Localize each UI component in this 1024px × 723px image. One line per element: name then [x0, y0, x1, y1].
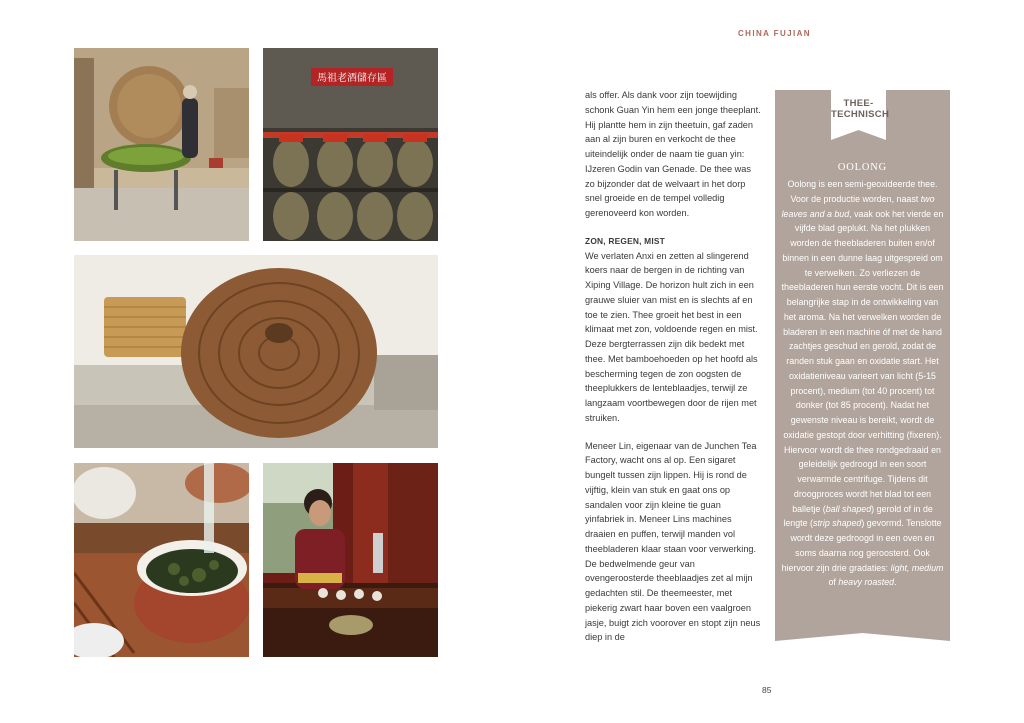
article-body: [585, 88, 761, 645]
article-subheading: ZON, REGEN, MIST: [585, 235, 665, 246]
photo-pouring-tea: [74, 463, 249, 657]
article-paragraph: als offer. Als dank voor zijn toewijding schonk Guan Yin hem een jonge theeplant. Hij plantte hem in zijn theetuin, gaf zaden aan al zijn buren en verkocht de thee uiteindelijk onder de naam tie guan yin: IJzeren Godin van Genade. De thee was zo bijzonder dat de welvaart in het dorp snel groeide en de tempel volledig gerenoveerd kon worden.: [585, 90, 761, 218]
photo-tea-ceremony: [263, 463, 438, 657]
tag-line-2: TECHNISCH: [831, 109, 890, 120]
sidebar-title: OOLONG: [837, 162, 888, 173]
sidebar-tag-label: [831, 98, 890, 120]
article-paragraph: We verlaten Anxi en zetten al slingerend koers naar de bergen in de richting van Xiping Village. De horizon hult zich in een grauwe sluier van mist en is slechts af en toe te zien. Thee groeit het best in een klimaat met zon, voldoende regen en mist. Deze bergterrassen zijn dik bedekt met thee. Met bamboehoeden op het hoofd als bescherming tegen de zon oogsten de theeplukkers de lenteblaadjes, terwijl ze langzaam voortbewegen door de rijen met struiken.: [585, 250, 758, 423]
storage-sign-text: 馬祖老酒儲存區: [317, 73, 387, 84]
photo-bamboo-baskets: [74, 255, 438, 448]
tag-line-1: THEE-: [843, 98, 874, 109]
article-paragraph: Meneer Lin, eigenaar van de Junchen Tea Factory, wacht ons al op. Een sigaret bungelt tussen zijn lippen. Hij is rond de vijftig, klein van stuk en gaat ons op sandalen voor zijn kleine tie guan yinfabriek in. Meneer Lins machines draaien en puffen, terwijl manden vol theebladeren klaar staan voor verwerking. De bedwelmende geur van ovengeroosterde theeblaadjes zet al mijn gedachten stil. De theemeester, met piekerig zwart haar boven een vaalgroen jasje, buigt zich voorover en stopt zijn neus diep in de: [585, 440, 761, 643]
sidebar-bottom-notch: [775, 631, 950, 641]
photo-tea-withering-basket: [74, 48, 249, 241]
page-number: 85: [762, 685, 772, 695]
sidebar-box: [775, 90, 950, 633]
sidebar-text: Oolong is een semi-geoxideerde thee. Voor de productie worden, naast two leaves and a bud, vaak ook het vierde en vijfde blad geplukt. Na het plukken worden de theebladeren buiten en/of binnen in een dunne laag uitgespreid om te verwelken. Zo verliezen de theebladeren hun eerste vocht. Dit is een belangrijke stap in de ontwikkeling van het aroma. Na het verwelken worden de bladeren in een machine óf met de hand zachtjes geschud en gerold, zodat de randen stuk gaan en oxidatie start. Het oxidatieniveau varieert van licht (5-15 procent), medium (tot 40 procent) tot donker (tot 85 procent). Nadat het gewenste niveau is bereikt, wordt de oxidatie gestopt door verhitting (fixeren). Hiervoor wordt de thee rondgedraaid en geleidelijk gedroogd in een soort verwarmde centrifuge. Tijdens dit droogproces wordt het blad tot een balletje (ball shaped) gerold of in de lengte (strip shaped) gevormd. Tenslotte wordt deze gedroogd in een oven en soms daarna nog geroosterd. Ook hiervoor zijn drie gradaties: light, medium of heavy roasted.: [781, 179, 944, 588]
section-header: CHINA FUJIAN: [738, 29, 811, 38]
photo-wine-storage-jars: [263, 48, 438, 241]
